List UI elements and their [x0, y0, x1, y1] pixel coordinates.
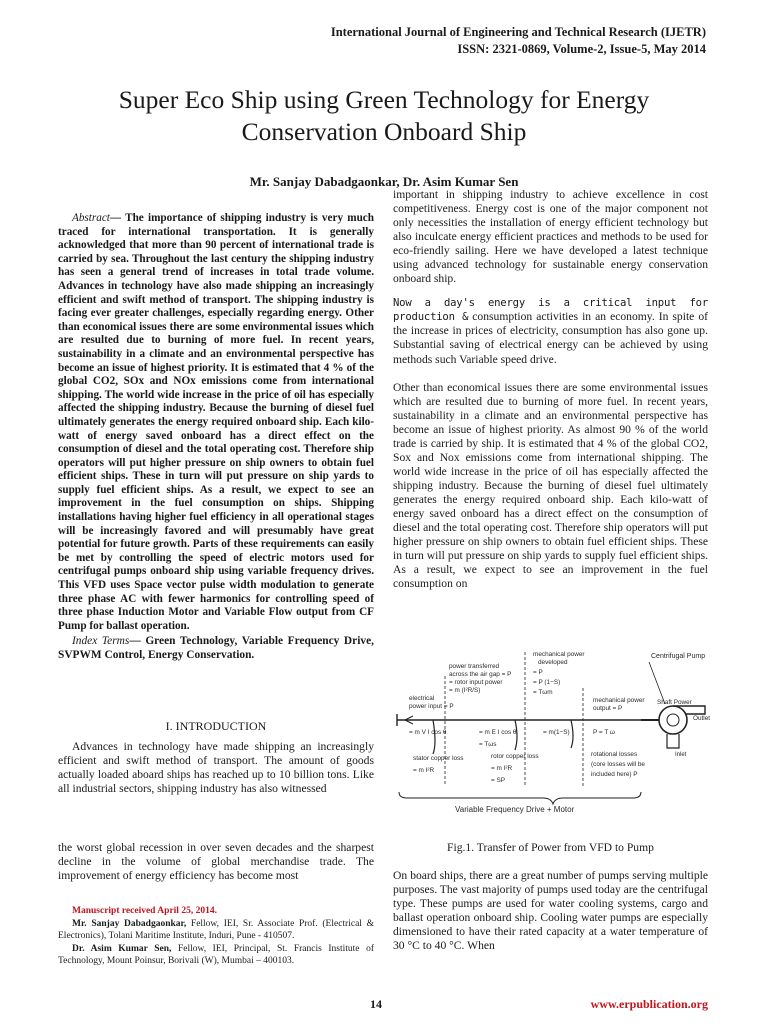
- fig-mech-dev-1: mechanical power: [533, 651, 585, 658]
- fig-rot-eq: = m(1−S): [543, 729, 570, 736]
- right-paragraph-3: Other than economical issues there are some environmental issues which are resulted due to burning of more fuel. In recent years, sustainability in a climate and an environmental perspective has become an issue of highest priority. As almost 90 % of the world trade is carried by ship. It is estimated that 4 % of the global CO2, Sox and Nox emissions come from international shipping. The world wide increase in the price of oil has especially affected the shipping industry. Because the burning of diesel fuel ultimately generates the energy required onboard ship. Each kilo-watt of energy saved onboard has a direct effect on the consumption of diesel and the total operating cost. Therefore ship operators will put higher pressure on ship owners to obtain fuel efficient ships. These in turn will put pressure on ship yards to supply fuel efficient ships. As a result, we expect to see an improvement in the fuel consumption on: [393, 380, 708, 591]
- section-heading-introduction: I. INTRODUCTION: [165, 719, 267, 733]
- website-link[interactable]: www.erpublication.org: [590, 997, 708, 1011]
- author-2-name: Dr. Asim Kumar Sen,: [72, 943, 172, 954]
- index-terms-dash: —: [129, 635, 146, 647]
- index-terms-label: Index Terms: [72, 635, 130, 647]
- fig-rotor-loss-3: = SP: [491, 777, 506, 784]
- fig-rot-losses-2: (core losses will be: [591, 761, 645, 768]
- intro-text: Advances in technology have made shipping an increasingly efficient and swift method of transport. The amount of goods actually loaded aboard ships has reached up to 10 billion tons. Like all industrial sectors, shipping industry has also witnessed: [58, 740, 374, 796]
- fig-mech-out-1: mechanical power: [593, 697, 645, 704]
- fig-pump-volute: [659, 706, 687, 734]
- abstract: [58, 212, 374, 633]
- fig-centrifugal-pump: Centrifugal Pump: [651, 653, 706, 660]
- fig-pump-inlet: [667, 734, 679, 748]
- fig-elec-in-2: power input = P: [409, 703, 454, 710]
- title-line-1: Super Eco Ship using Green Technology for Energy: [118, 85, 650, 114]
- fig-rot-losses-3: included here) P: [591, 771, 638, 778]
- page-number: 14: [370, 997, 382, 1011]
- author-2-affiliation: Fellow, IEI, Principal, St. Francis Institute of Technology, Mount Poinsur, Borivali (W), Mumbai – 400103.: [58, 943, 374, 967]
- right-paragraph-2-rest: consumption activities in an economy. In spite of the increase in prices of electricity, consumption has also gone up. Substantial saving of electrical energy can be achieved by using methods such Variable speed drive.: [393, 310, 708, 366]
- fig-elec-in-1: electrical: [409, 695, 435, 702]
- right-bottom-text: On board ships, there are a great number of pumps serving multiple purposes. The vast majority of pumps used today are the centrifugal type. These pumps are used for water cooling systems, cargo and ballast operation onboard ship. Cooling water pumps are especially dimensioned to have their rated capacity at a water temperature of 30 °C to 40 °C. When: [393, 869, 708, 953]
- fig-airgap-1: power transferred: [449, 663, 500, 670]
- power-transfer-figure: [393, 648, 715, 816]
- journal-issn: ISSN: 2321-0869, Volume-2, Issue-5, May 2014: [457, 42, 706, 56]
- fig-mech-dev-4: = P (1−S): [533, 679, 561, 686]
- index-terms: [58, 634, 374, 662]
- fig-pump-impeller: [667, 714, 679, 726]
- right-column-bottom: [393, 869, 708, 953]
- journal-header: [246, 24, 706, 58]
- abstract-text: The importance of shipping industry is very much traced for international transportation. It is generally acknowledged that more than 90 percent of international trade is carried by sea. Throughout the last century the shipping industry has seen a general trend of increases in total trade volume. Advances in technology have also made shipping an increasingly efficient and swift method of transport. The shipping industry is facing ever greater challenges, especially regarding energy. Other than economical issues there are some environmental issues which are resulted due to burning of more fuel. In recent years, sustainability in a climate and an environmental perspective has become an issue of highest priority. It is estimated that 4 % of the global CO2, SOx and NOx emissions come from international shipping. The world wide increase in the price of oil has especially affected the shipping industry. Because the burning of diesel fuel ultimately generates the energy required onboard ship. Each kilo-watt of energy saved onboard has a direct effect on the consumption of diesel and the total operating cost. Therefore ship operators will put higher pressure on ship owners to obtain fuel efficient ships. These in turn will put pressure on ship yards to supply fuel efficient ships. As a result, we expect to see an improvement in the fuel consumption on ships. Shipping installations having higher fuel efficiency in all operational stages will be increasingly favored and will presumably have great potential for future growth. Parts of these requirements can easily be met by controlling the speed of electric motors used for centrifugal pumps onboard ship using variable frequency drives. This VFD uses Space vector pulse width modulation to generate three phase AC with fewer harmonics for controlling speed of three phase Induction Motor and Variable Flow output from CF Pump for ballast operation.: [58, 212, 374, 632]
- fig-inlet: Inlet: [675, 752, 687, 758]
- fig-rotor-loss-1: rotor copper loss: [491, 753, 539, 760]
- index-terms-text: Green Technology, Variable Frequency Drive, SVPWM Control, Energy Conservation.: [58, 635, 374, 661]
- right-paragraph-2-lead: Now a day's energy is a critical input for production &: [393, 297, 708, 324]
- author-1-name: Mr. Sanjay Dabadgaonkar,: [72, 918, 187, 929]
- authors: Mr. Sanjay Dabadgaonkar, Dr. Asim Kumar Sen: [249, 174, 519, 189]
- fig-stator-loss-1: stator copper loss: [413, 755, 464, 762]
- footnote: [58, 905, 374, 968]
- fig-rotor-eq-2: = Tωs: [479, 741, 497, 748]
- fig-outlet: Outlet: [693, 715, 711, 722]
- fig-rotor-loss-2: = m I²R: [491, 765, 513, 772]
- footnote-author-2: [58, 943, 374, 968]
- introduction-continuation: [58, 841, 374, 883]
- fig-rot-loss-branch: [571, 720, 573, 748]
- introduction-paragraph: [58, 740, 374, 796]
- intro-cont-text: the worst global recession in over seven decades and the sharpest decline in the volume of global merchandise trade. The improvement of energy efficiency has become most: [58, 841, 374, 883]
- fig-bottom-label: Variable Frequency Drive + Motor: [455, 805, 575, 814]
- author-1-affiliation: Fellow, IEI, Sr. Associate Prof. (Electrical & Electronics), Tolani Maritime Institute, Induri, Pune - 410507.: [58, 918, 374, 942]
- right-paragraph-1: important in shipping industry to achieve excellence in cost competitiveness. Energy cost is one of the major component not only necessities the installation of energy efficient technology but also inculcate energy efficient practices and methods to be used for eco-friendly sailing. Here we have developed a latest technique using advanced technology for sustainable energy conservation onboard ship.: [393, 188, 708, 286]
- fig-airgap-4: = m (I²R/S): [449, 687, 481, 694]
- fig-airgap-3: = rotor input power: [449, 679, 503, 686]
- fig-airgap-2: across the air gap = P: [449, 671, 512, 678]
- fig-mech-dev-3: = P: [533, 669, 543, 676]
- footnote-author-1: [58, 918, 374, 943]
- journal-name: International Journal of Engineering and Technical Research (IJETR): [330, 25, 706, 39]
- fig-stator-loss-branch: [433, 720, 435, 754]
- fig-mech-dev-2: developed: [538, 659, 568, 666]
- title-line-2: Conservation Onboard Ship: [241, 117, 527, 146]
- abstract-dash: —: [109, 212, 126, 224]
- fig-pm-eq: P = T ω: [593, 729, 615, 736]
- fig-rotor-eq: = m E I cos θ: [479, 729, 517, 736]
- paper-title: [40, 84, 728, 148]
- right-paragraph-2: [393, 296, 708, 366]
- manuscript-received: Manuscript received April 25, 2014.: [72, 906, 217, 916]
- fig-mech-out-2: output = P: [593, 705, 623, 712]
- figure-caption: Fig.1. Transfer of Power from VFD to Pump: [447, 841, 654, 854]
- fig-rot-losses-1: rotational losses: [591, 751, 638, 758]
- right-column-text: [393, 188, 708, 591]
- fig-elec-eq: = m V I cos θ: [409, 729, 447, 736]
- abstract-label: Abstract: [72, 212, 110, 224]
- fig-stator-loss-2: = m I²R: [413, 767, 435, 774]
- fig-shaft-power: Shaft Power: [657, 699, 692, 706]
- fig-mech-dev-5: = Tωm: [533, 689, 553, 696]
- fig-pump-leader: [649, 662, 665, 704]
- fig-bottom-brace: [399, 792, 641, 804]
